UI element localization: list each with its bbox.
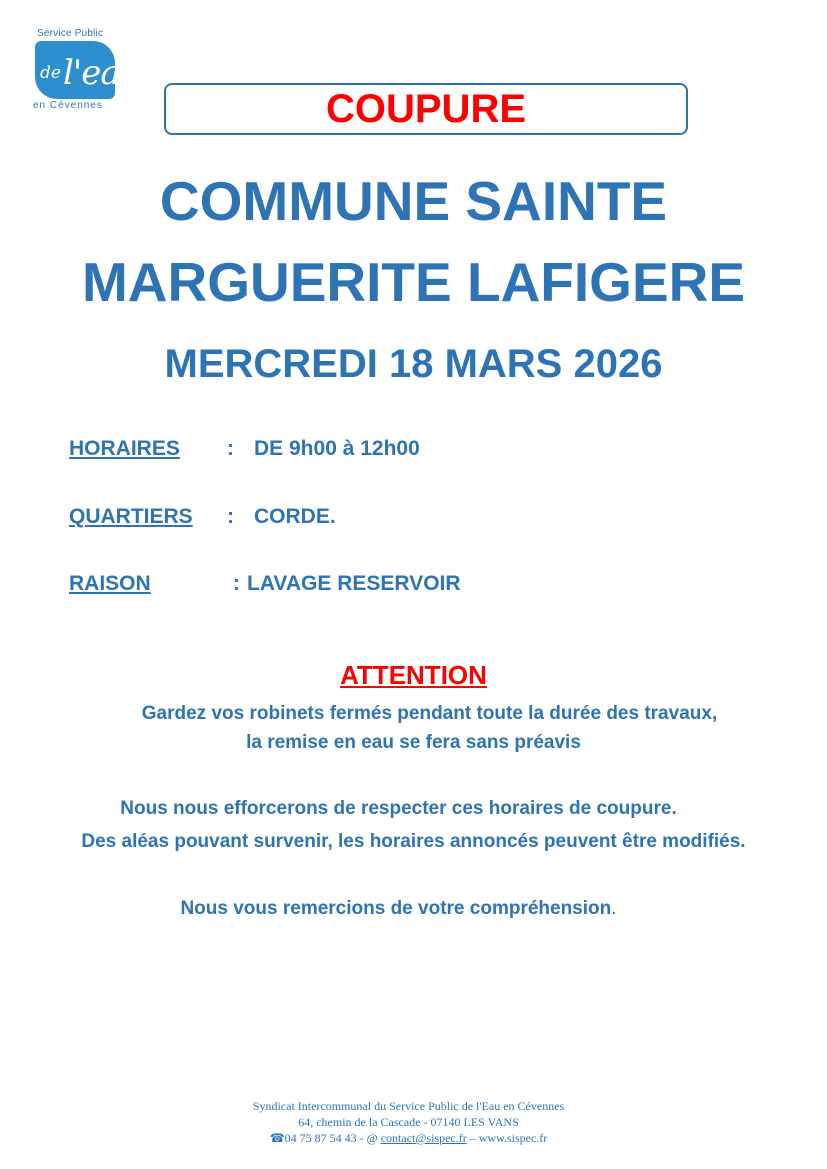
attention-line-2: la remise en eau se fera sans préavis	[246, 732, 581, 753]
telephone-icon: ☎	[269, 1131, 285, 1145]
attention-line-1: Gardez vos robinets fermés pendant toute la durée des travaux,	[141, 703, 718, 724]
logo-bottom-text: en Cévennes	[33, 100, 103, 111]
detail-label: RAISON	[69, 572, 151, 595]
footer-email-link[interactable]: contact@sispec.fr	[380, 1131, 467, 1145]
detail-value: DE 9h00 à 12h00	[254, 437, 420, 460]
detail-separator: :	[227, 437, 234, 460]
detail-row-raison	[69, 572, 461, 595]
logo-de: de	[40, 63, 61, 83]
title-line-2: MARGUERITE LAFIGERE	[81, 251, 746, 313]
notice-line-1: Nous nous efforcerons de respecter ces horaires de coupure.	[120, 798, 677, 819]
logo	[33, 28, 141, 112]
footer-website[interactable]: – www.sispec.fr	[466, 1131, 548, 1145]
footer-line-2: 64, chemin de la Cascade - 07140 LES VANS	[298, 1115, 519, 1129]
thanks-line	[0, 899, 812, 918]
notice-line-2: Des aléas pouvant survenir, les horaires annoncés peuvent être modifiés.	[81, 831, 746, 852]
banner-text: COUPURE	[325, 87, 527, 131]
coupure-banner	[164, 83, 688, 135]
logo-eau: l'eau	[63, 53, 141, 93]
detail-row-quartiers	[69, 505, 336, 528]
detail-label: QUARTIERS	[69, 505, 193, 528]
detail-separator: :	[233, 572, 240, 595]
attention-heading: ATTENTION	[340, 660, 487, 690]
logo-badge	[35, 41, 141, 99]
thanks-punct: .	[611, 898, 617, 919]
date-heading: MERCREDI 18 MARS 2026	[164, 342, 663, 386]
detail-row-horaires	[69, 437, 420, 460]
thanks-text: Nous vous remercions de votre compréhension	[180, 898, 612, 919]
footer-contact	[0, 1132, 822, 1144]
footer-phone: 04 75 87 54 43 - @	[284, 1131, 381, 1145]
detail-label: HORAIRES	[69, 437, 180, 460]
footer-line-1: Syndicat Intercommunal du Service Public de l'Eau en Cévennes	[252, 1099, 565, 1113]
title-line-1: COMMUNE SAINTE	[159, 170, 668, 232]
detail-separator: :	[227, 505, 234, 528]
detail-value: CORDE.	[254, 505, 336, 528]
logo-top-text: Service Public	[37, 28, 104, 39]
detail-value: LAVAGE RESERVOIR	[247, 572, 461, 595]
attention-block	[0, 662, 827, 689]
